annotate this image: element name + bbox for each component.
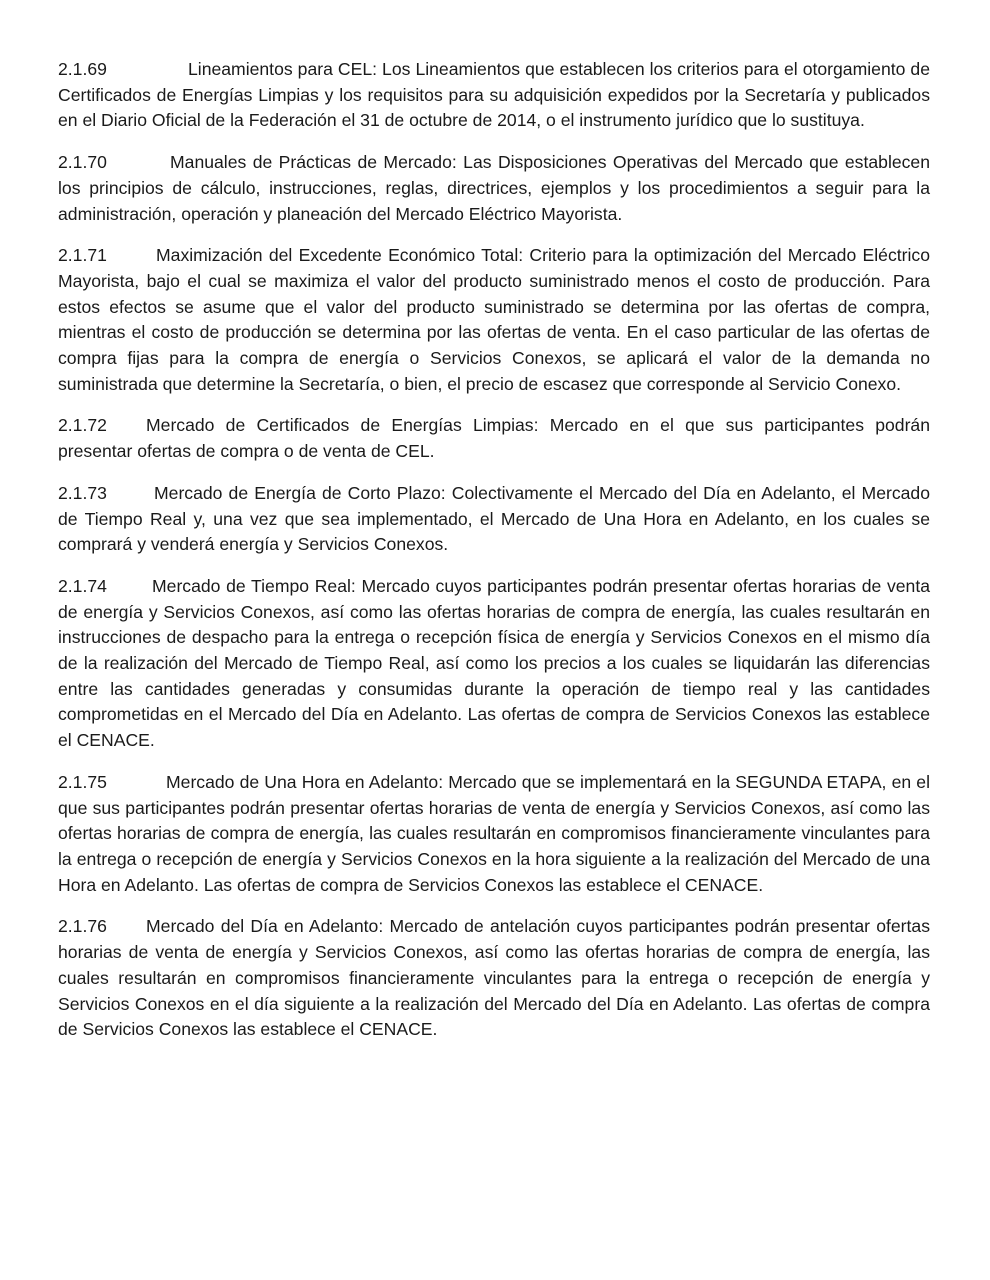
definition-paragraph <box>58 413 930 464</box>
definition-paragraph <box>58 481 930 558</box>
clause-text: Maximización del Excedente Económico Total: Criterio para la optimización del Mercado Eléctrico Mayorista, bajo el cual se maximiza el valor del producto suministrado menos el costo de producción. Para estos efectos se asume que el valor del producto suministrado se determina por las ofertas de compra, mientras el costo de producción se determina por las ofertas de venta. En el caso particular de las ofertas de compra fijas para la compra de energía o Servicios Conexos, se aplicará el valor de la demanda no suministrada que determine la Secretaría, o bien, el precio de escasez que corresponde al Servicio Conexo. <box>58 245 930 394</box>
clause-text: Mercado de Una Hora en Adelanto: Mercado que se implementará en la SEGUNDA ETAPA, en el que sus participantes podrán presentar ofertas horarias de venta de energía y Servicios Conexos, así como las ofertas horarias de compra de energía, las cuales resultarán en compromisos financieramente vinculantes para la entrega o recepción de energía y Servicios Conexos en la hora siguiente a la realización del Mercado de una Hora en Adelanto. Las ofertas de compra de Servicios Conexos las establece el CENACE. <box>58 771 930 895</box>
clause-text: Lineamientos para CEL: Los Lineamientos que establecen los criterios para el otorgamiento de Certificados de Energías Limpias y los requisitos para su adquisición expedidos por la Secretaría y publicados en el Diario Oficial de la Federación el 31 de octubre de 2014, o el instrumento jurídico que lo sustituya. <box>58 59 930 131</box>
clause-number: 2.1.71 <box>58 245 107 266</box>
definition-paragraph <box>58 150 930 227</box>
definition-paragraph <box>58 243 930 397</box>
clause-text: Mercado de Energía de Corto Plazo: Colectivamente el Mercado del Día en Adelanto, el Mercado de Tiempo Real y, una vez que sea implementado, el Mercado de Una Hora en Adelanto, en los cuales se comprará y venderá energía y Servicios Conexos. <box>58 482 930 555</box>
clause-number: 2.1.76 <box>58 916 107 937</box>
clause-number: 2.1.74 <box>58 575 107 596</box>
document-page <box>58 57 930 1059</box>
clause-number: 2.1.75 <box>58 771 107 792</box>
clause-number: 2.1.70 <box>58 152 107 173</box>
definition-paragraph <box>58 574 930 754</box>
clause-text: Manuales de Prácticas de Mercado: Las Disposiciones Operativas del Mercado que establecen los principios de cálculo, instrucciones, reglas, directrices, ejemplos y los procedimientos a seguir para la administración, operación y planeación del Mercado Eléctrico Mayorista. <box>58 152 930 224</box>
clause-number: 2.1.69 <box>58 59 107 79</box>
clause-number: 2.1.72 <box>58 415 107 436</box>
clause-text: Mercado de Certificados de Energías Limpias: Mercado en el que sus participantes podrán presentar ofertas de compra o de venta de CEL. <box>58 415 930 462</box>
definition-paragraph <box>58 770 930 899</box>
definition-paragraph <box>58 914 930 1043</box>
clause-number: 2.1.73 <box>58 482 107 503</box>
clause-text: Mercado de Tiempo Real: Mercado cuyos participantes podrán presentar ofertas horarias de venta de energía y Servicios Conexos, así como las ofertas horarias de compra de energía, las cuales resultarán en instrucciones de despacho para la entrega o recepción física de energía y Servicios Conexos en el mismo día de la realización del Mercado de Tiempo Real, así como los precios a los cuales se liquidarán las diferencias entre las cantidades generadas y consumidas durante la operación de tiempo real y las cantidades comprometidas en el Mercado del Día en Adelanto. Las ofertas de compra de Servicios Conexos las establece el CENACE. <box>58 575 930 751</box>
clause-text: Mercado del Día en Adelanto: Mercado de antelación cuyos participantes podrán presentar ofertas horarias de venta de energía y Servicios Conexos, así como las ofertas horarias de compra de energía, las cuales resultarán en compromisos financieramente vinculantes para la entrega o recepción de energía y Servicios Conexos en el día siguiente a la realización del Mercado del Día en Adelanto. Las ofertas de compra de Servicios Conexos las establece el CENACE. <box>58 916 930 1040</box>
definition-paragraph <box>58 57 930 134</box>
